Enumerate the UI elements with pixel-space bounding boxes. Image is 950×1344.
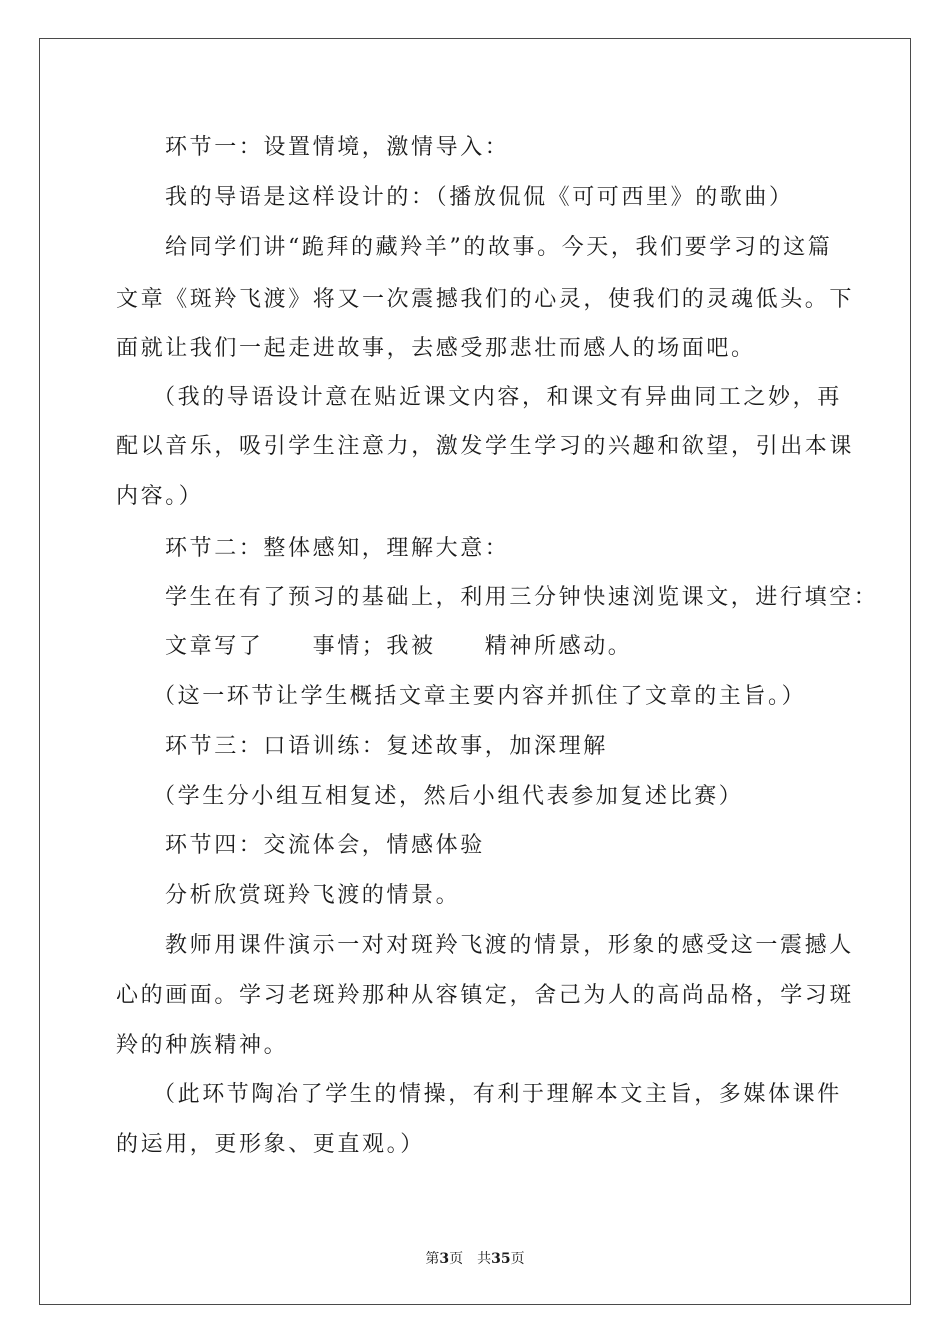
footer-total-suffix: 页 bbox=[510, 1251, 525, 1267]
text-line: 学生在有了预习的基础上，利用三分钟快速浏览课文，进行填空： bbox=[165, 585, 879, 610]
footer-page-suffix: 页 共 bbox=[449, 1251, 492, 1267]
text-line: 环节二：整体感知，理解大意： bbox=[165, 536, 510, 561]
footer-page-number: 3 bbox=[439, 1251, 450, 1267]
text-line: （此环节陶冶了学生的情操，有利于理解本文主旨，多媒体课件 bbox=[153, 1082, 842, 1107]
text-line: 内容。） bbox=[116, 484, 204, 509]
page-border bbox=[39, 38, 911, 1305]
text-line: （我的导语设计意在贴近课文内容，和课文有异曲同工之妙，再 bbox=[153, 385, 842, 410]
text-line: 分析欣赏斑羚飞渡的情景。 bbox=[165, 883, 461, 908]
text-line: 我的导语是这样设计的：（播放侃侃《可可西里》的歌曲） bbox=[165, 185, 794, 210]
text-line: 的运用，更形象、更直观。） bbox=[116, 1132, 425, 1157]
text-line: 配以音乐，吸引学生注意力，激发学生学习的兴趣和欲望，引出本课 bbox=[116, 434, 855, 459]
page-footer bbox=[0, 1248, 950, 1268]
text-line: 给同学们讲“跪拜的藏羚羊”的故事。今天，我们要学习的这篇 bbox=[165, 235, 833, 260]
text-line: 文章写了 事情；我被 精神所感动。 bbox=[165, 634, 633, 659]
text-line: （学生分小组互相复述，然后小组代表参加复述比赛） bbox=[153, 784, 744, 809]
text-line: 心的画面。学习老斑羚那种从容镇定，舍己为人的高尚品格，学习斑 bbox=[116, 983, 855, 1008]
text-line: 文章《斑羚飞渡》将又一次震撼我们的心灵，使我们的灵魂低头。下 bbox=[116, 287, 855, 312]
footer-total-pages: 35 bbox=[491, 1251, 511, 1267]
text-line: （这一环节让学生概括文章主要内容并抓住了文章的主旨。） bbox=[153, 684, 807, 709]
text-line: 环节四：交流体会，情感体验 bbox=[165, 833, 485, 858]
text-line: 面就让我们一起走进故事，去感受那悲壮而感人的场面吧。 bbox=[116, 336, 756, 361]
footer-page-prefix: 第 bbox=[425, 1251, 440, 1267]
text-line: 环节三：口语训练：复述故事，加深理解 bbox=[165, 734, 608, 759]
text-line: 环节一：设置情境，激情导入： bbox=[165, 135, 510, 160]
text-line: 教师用课件演示一对对斑羚飞渡的情景，形象的感受这一震撼人 bbox=[165, 933, 854, 958]
text-line: 羚的种族精神。 bbox=[116, 1033, 289, 1058]
